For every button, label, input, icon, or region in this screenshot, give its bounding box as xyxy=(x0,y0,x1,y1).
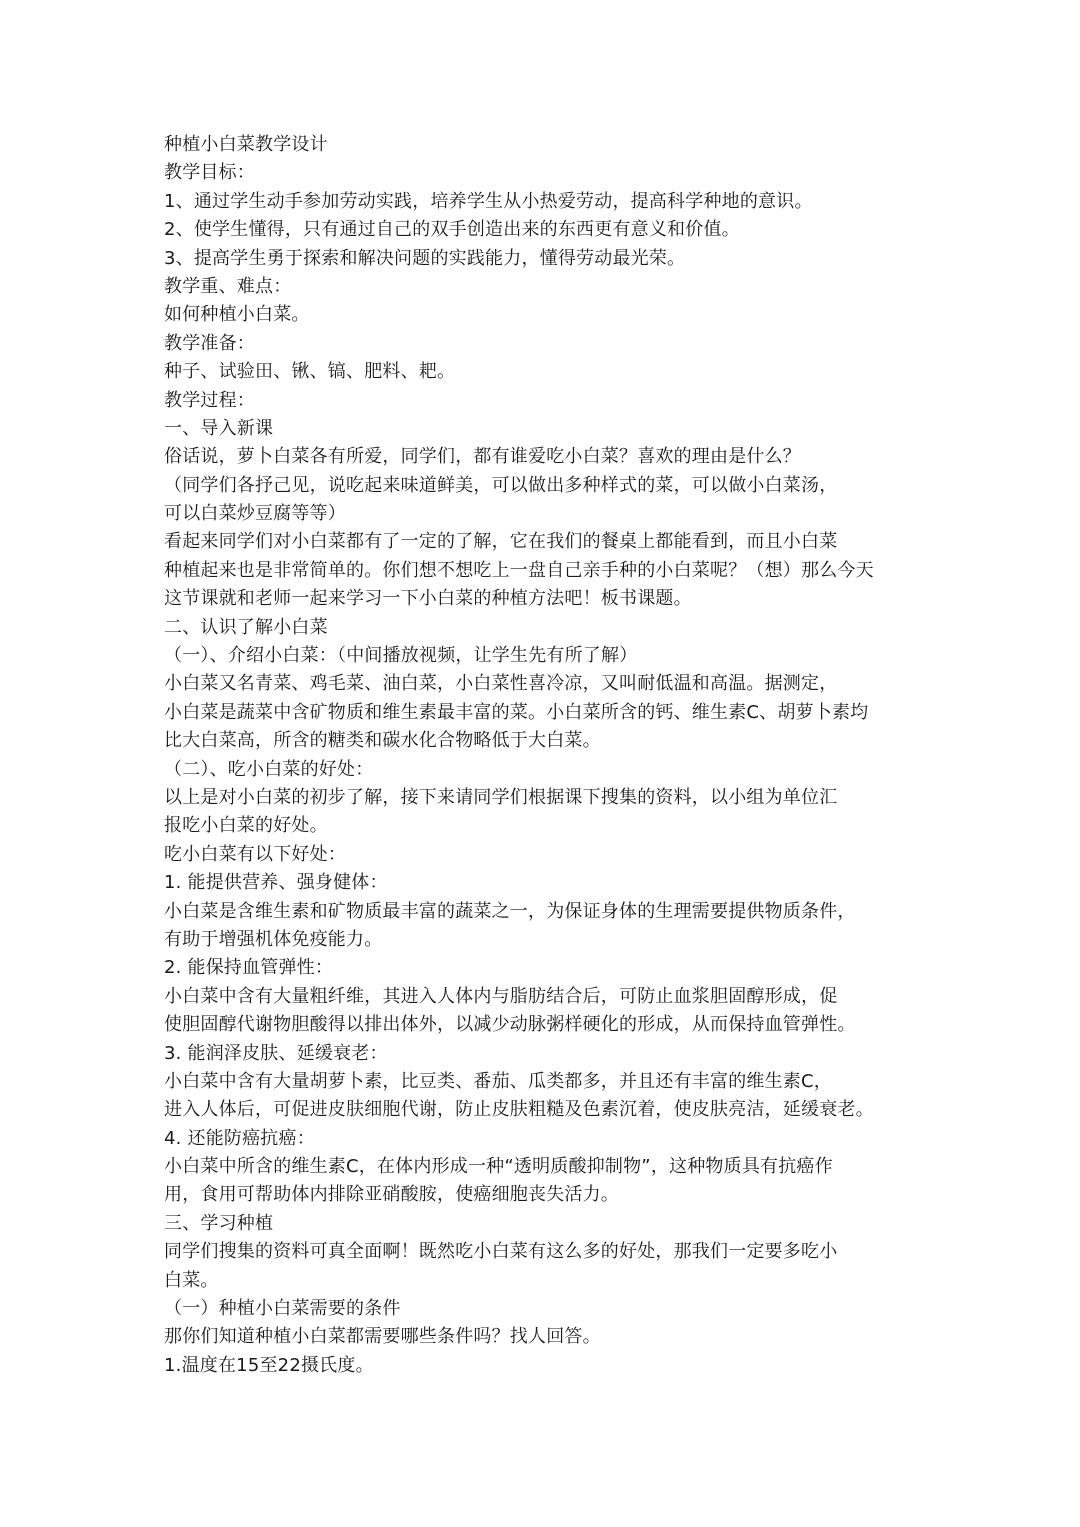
objective-item: 1、通过学生动手参加劳动实践，培养学生从小热爱劳动，提高科学种地的意识。 xyxy=(164,190,813,212)
objective-item: 3、提高学生勇于探索和解决问题的实践能力，懂得劳动最光荣。 xyxy=(164,247,686,269)
paragraph-line: 可以白菜炒豆腐等等） xyxy=(164,503,346,525)
benefit-heading: 1. 能提供营养、强身健体： xyxy=(164,872,388,894)
benefit-heading: 2. 能保持血管弹性： xyxy=(164,957,334,979)
subsection-heading: 二、认识了解小白菜 xyxy=(164,616,328,638)
paragraph-line: 这节课就和老师一起来学习一下小白菜的种植方法吧！板书课题。 xyxy=(164,588,692,610)
subsection-heading: （一）种植小白菜需要的条件 xyxy=(164,1298,401,1320)
section-heading: 教学目标： xyxy=(164,162,255,184)
benefit-heading: 3. 能润泽皮肤、延缓衰老： xyxy=(164,1042,388,1064)
section-heading: 教学重、难点： xyxy=(164,275,292,297)
paragraph-line: 俗话说，萝卜白菜各有所爱，同学们，都有谁爱吃小白菜？喜欢的理由是什么？ xyxy=(164,446,801,468)
subsection-heading: 三、学习种植 xyxy=(164,1212,274,1234)
subsection-heading: （二）、吃小白菜的好处： xyxy=(164,758,374,780)
paragraph-line: 吃小白菜有以下好处： xyxy=(164,843,346,865)
paragraph-line: 有助于增强机体免疫能力。 xyxy=(164,928,383,950)
paragraph-line: 小白菜中所含的维生素C，在体内形成一种“透明质酸抑制物”，这种物质具有抗癌作 xyxy=(164,1156,833,1178)
paragraph-line: 同学们搜集的资料可真全面啊！既然吃小白菜有这么多的好处，那我们一定要多吃小 xyxy=(164,1241,838,1263)
paragraph-line: 进入人体后，可促进皮肤细胞代谢，防止皮肤粗糙及色素沉着，使皮肤亮洁，延缓衰老。 xyxy=(164,1099,874,1121)
section-heading: 教学准备： xyxy=(164,332,255,354)
paragraph-line: 小白菜是含维生素和矿物质最丰富的蔬菜之一，为保证身体的生理需要提供物质条件， xyxy=(164,900,856,922)
paragraph-line: 小白菜中含有大量胡萝卜素，比豆类、番茄、瓜类都多，并且还有丰富的维生素C， xyxy=(164,1070,832,1092)
paragraph-line: 用，食用可帮助体内排除亚硝酸胺，使癌细胞丧失活力。 xyxy=(164,1184,619,1206)
benefit-heading: 4. 还能防癌抗癌： xyxy=(164,1127,315,1149)
subsection-heading: 一、导入新课 xyxy=(164,417,274,439)
paragraph-line: 使胆固醇代谢物胆酸得以排出体外，以减少动脉粥样硬化的形成，从而保持血管弹性。 xyxy=(164,1014,856,1036)
paragraph-line: 看起来同学们对小白菜都有了一定的了解，它在我们的餐桌上都能看到，而且小白菜 xyxy=(164,531,838,553)
objective-item: 2、使学生懂得，只有通过自己的双手创造出来的东西更有意义和价值。 xyxy=(164,219,740,241)
paragraph-line: （同学们各抒己见，说吃起来味道鲜美，可以做出多种样式的菜，可以做小白菜汤， xyxy=(164,474,838,496)
condition-item: 1.温度在15至22摄氏度。 xyxy=(164,1354,374,1376)
paragraph-line: 如何种植小白菜。 xyxy=(164,304,310,326)
paragraph-line: 以上是对小白菜的初步了解，接下来请同学们根据课下搜集的资料，以小组为单位汇 xyxy=(164,786,838,808)
subsection-heading: （一）、介绍小白菜：（中间播放视频，让学生先有所了解） xyxy=(164,645,638,667)
paragraph-line: 那你们知道种植小白菜都需要哪些条件吗？找人回答。 xyxy=(164,1326,601,1348)
paragraph-line: 种植起来也是非常简单的。你们想不想吃上一盘自己亲手种的小白菜呢？（想）那么今天 xyxy=(164,559,874,581)
paragraph-line: 种子、试验田、锹、镐、肥料、耙。 xyxy=(164,361,456,383)
document-body xyxy=(164,131,924,1380)
paragraph-line: 小白菜又名青菜、鸡毛菜、油白菜，小白菜性喜冷凉，又叫耐低温和高温。据测定， xyxy=(164,673,838,695)
paragraph-line: 白菜。 xyxy=(164,1269,219,1291)
document-title: 种植小白菜教学设计 xyxy=(164,134,328,155)
section-heading: 教学过程： xyxy=(164,389,255,411)
paragraph-line: 小白菜中含有大量粗纤维，其进入人体内与脂肪结合后，可防止血浆胆固醇形成，促 xyxy=(164,985,838,1007)
paragraph-line: 比大白菜高，所含的糖类和碳水化合物略低于大白菜。 xyxy=(164,730,601,752)
paragraph-line: 报吃小白菜的好处。 xyxy=(164,815,328,837)
paragraph-line: 小白菜是蔬菜中含矿物质和维生素最丰富的菜。小白菜所含的钙、维生素C、胡萝卜素均 xyxy=(164,701,869,723)
